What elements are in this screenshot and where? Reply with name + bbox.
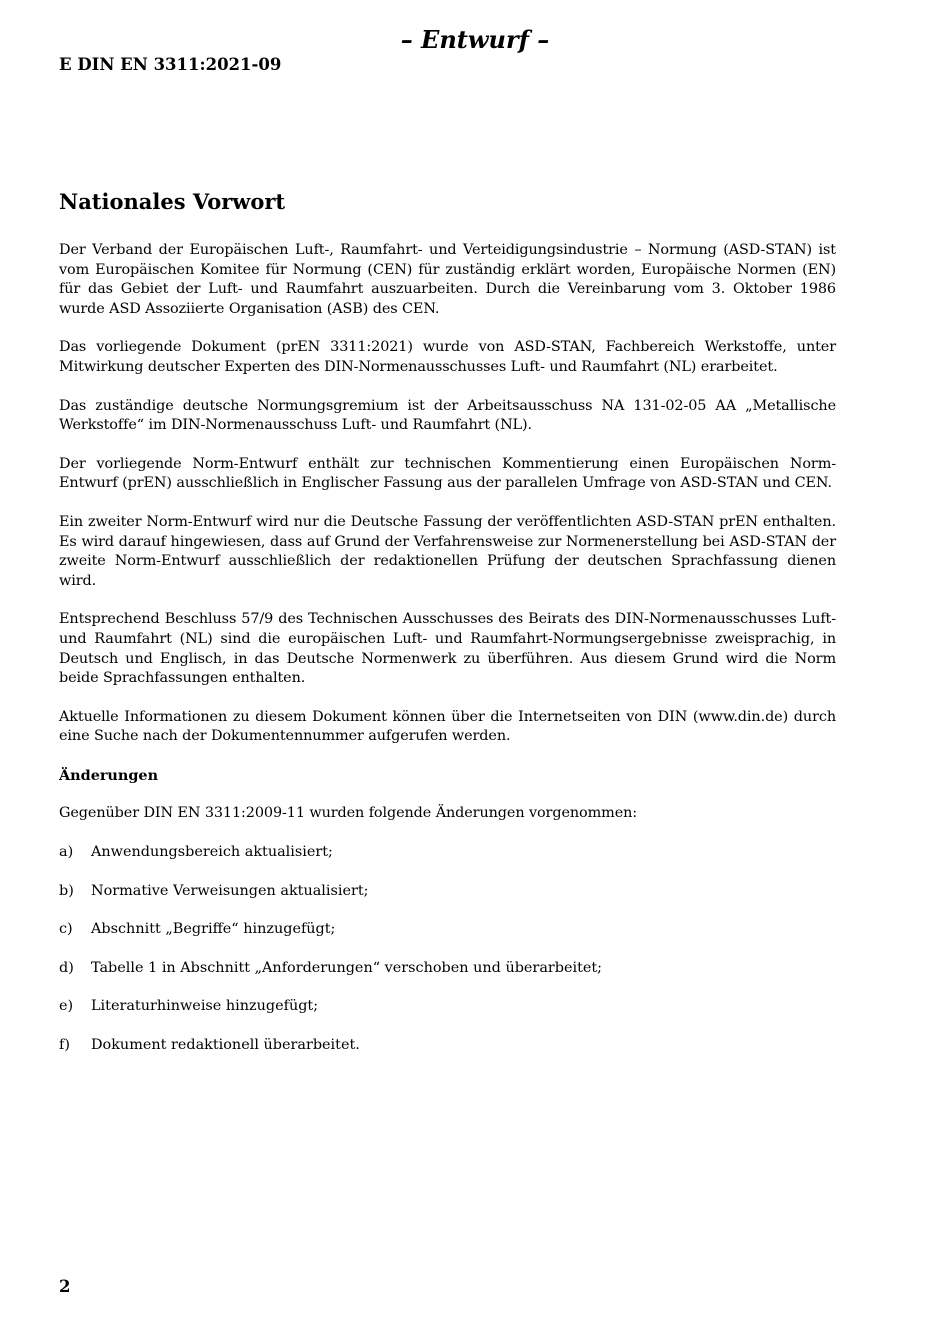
paragraph: Der Verband der Europäischen Luft-, Raumfahrt- und Verteidigungsindustrie – Normung (ASD-STAN) ist vom Europäischen Komitee für Normung (CEN) für zuständig erklärt worden, Europäische Normen (EN) für das Gebiet der Luft- und Raumfahrt auszuarbeiten. Durch die Vereinbarung vom 3. Oktober 1986 wurde ASD Assoziierte Organisation (ASB) des CEN. [59, 242, 836, 317]
list-item [59, 997, 836, 1017]
list-marker: f) [59, 1037, 70, 1054]
paragraph: Das zuständige deutsche Normungsgremium ist der Arbeitsausschuss NA 131-02-05 AA „Metallische Werkstoffe“ im DIN-Normenausschuss Luft- und Raumfahrt (NL). [59, 397, 836, 434]
list-item [59, 959, 836, 979]
changes-heading: Änderungen [59, 766, 159, 784]
list-item [59, 1036, 836, 1056]
list-item [59, 843, 836, 863]
list-item-text: Anwendungsbereich aktualisiert; [91, 844, 333, 861]
paragraph: Das vorliegende Dokument (prEN 3311:2021) wurde von ASD-STAN, Fachbereich Werkstoffe, unter Mitwirkung deutscher Experten des DIN-Normenausschusses Luft- und Raumfahrt (NL) erarbeitet. [59, 339, 836, 375]
section-title: Nationales Vorwort [59, 189, 286, 214]
page-content [59, 186, 836, 1075]
list-item-text: Literaturhinweise hinzugefügt; [91, 998, 319, 1015]
list-item [59, 882, 836, 902]
paragraph: Entsprechend Beschluss 57/9 des Technischen Ausschusses des Beirats des DIN-Normenausschusses Luft- und Raumfahrt (NL) sind die europäischen Luft- und Raumfahrt-Normungsergebnisse zweisprachig, in Deutsch und Englisch, in das Deutsche Normenwerk zu überführen. Aus diesem Grund wird die Norm beide Sprachfassungen enthalten. [59, 611, 836, 687]
page-number: 2 [59, 1277, 71, 1296]
document-id: E DIN EN 3311:2021-09 [59, 55, 282, 74]
paragraph: Aktuelle Informationen zu diesem Dokument können über die Internetseiten von DIN (www.din.de) durch eine Suche nach der Dokumentennummer aufgerufen werden. [59, 708, 836, 745]
paragraph: Ein zweiter Norm-Entwurf wird nur die Deutsche Fassung der veröffentlichten ASD-STAN prEN enthalten. Es wird darauf hingewiesen, dass auf Grund der Verfahrensweise zur Normenerstellung bei ASD-STAN der zweite Norm-Entwurf ausschließlich der redaktionellen Prüfung der deutschen Sprachfassung dienen wird. [59, 513, 836, 589]
list-item-text: Tabelle 1 in Abschnitt „Anforderungen“ verschoben und überarbeitet; [91, 959, 603, 976]
list-item [59, 920, 836, 940]
list-item-text: Normative Verweisungen aktualisiert; [91, 882, 369, 899]
list-marker: a) [59, 844, 74, 861]
list-marker: c) [59, 921, 73, 938]
list-marker: e) [59, 998, 74, 1015]
list-item-text: Dokument redaktionell überarbeitet. [91, 1037, 360, 1054]
list-marker: b) [59, 882, 74, 899]
list-item-text: Abschnitt „Begriffe“ hinzugefügt; [91, 921, 336, 938]
changes-intro: Gegenüber DIN EN 3311:2009-11 wurden folgende Änderungen vorgenommen: [59, 805, 638, 822]
paragraph: Der vorliegende Norm-Entwurf enthält zur technischen Kommentierung einen Europäischen Norm-Entwurf (prEN) ausschließlich in Englischer Fassung aus der parallelen Umfrage von ASD-STAN und CEN. [59, 455, 836, 492]
changes-list [59, 843, 836, 1056]
draft-mark: – Entwurf – [400, 25, 550, 54]
list-marker: d) [59, 959, 74, 976]
